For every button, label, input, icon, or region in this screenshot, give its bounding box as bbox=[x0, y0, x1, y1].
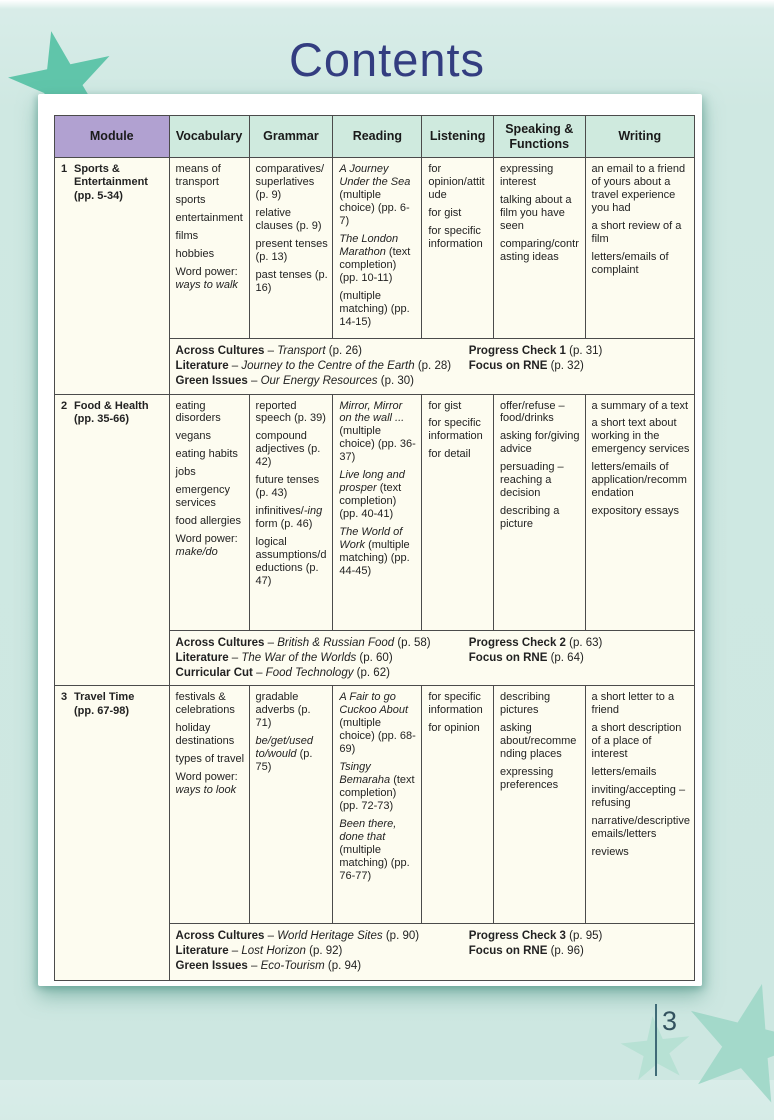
column-header-reading: Reading bbox=[333, 116, 422, 158]
reading-cell: Mirror, Mirror on the wall ... (multiple choice) (pp. 36-37) Live long and prosper (text completion) (pp. 40-41) The World of Work (multiple matching) (pp. 44-45) bbox=[333, 394, 422, 630]
column-header-speaking-functions: Speaking & Functions bbox=[494, 116, 586, 158]
column-header-vocabulary: Vocabulary bbox=[169, 116, 249, 158]
module-number: 1 bbox=[61, 163, 68, 175]
contents-table bbox=[54, 115, 695, 981]
footer-sections: Across Cultures – World Heritage Sites (p. 90) Literature – Lost Horizon (p. 92) Green Issues – Eco-Tourism (p. 94) bbox=[175, 930, 420, 973]
module-cell-3 bbox=[55, 686, 170, 981]
module-footer-strip bbox=[169, 339, 694, 395]
module-row-1 bbox=[55, 158, 695, 339]
reading-cell: A Fair to go Cuckoo About (multiple choice) (pp. 68-69) Tsingy Bemaraha (text completion) (pp. 72-73) Been there, done that (multiple matching) (pp. 76-77) bbox=[333, 686, 422, 924]
listening-cell: for opinion/attitude for gist for specific information bbox=[422, 158, 494, 339]
listening-cell: for gist for specific information for detail bbox=[422, 394, 494, 630]
speaking-cell: offer/refuse – food/drinks asking for/giving advice persuading – reaching a decision describing a picture bbox=[494, 394, 586, 630]
grammar-cell: comparatives/superlatives (p. 9) relative clauses (p. 9) present tenses (p. 13) past tenses (p. 16) bbox=[249, 158, 333, 339]
module-cell-1 bbox=[55, 158, 170, 395]
module-pages: (pp. 5-34) bbox=[74, 189, 123, 202]
page-top-edge bbox=[0, 0, 774, 9]
vocabulary-cell: eating disorders vegans eating habits jobs emergency services food allergies Word power: make/do bbox=[169, 394, 249, 630]
star-icon bbox=[669, 968, 774, 1120]
footer-sections: Across Cultures – British & Russian Food (p. 58) Literature – The War of the Worlds (p. 60) Curricular Cut – Food Technology (p. 62) bbox=[175, 636, 431, 679]
module-name: Travel Time bbox=[74, 691, 135, 704]
page-number: 3 bbox=[662, 1006, 678, 1036]
footer-sections: Across Cultures – Transport (p. 26) Literature – Journey to the Centre of the Earth (p. 28) Green Issues – Our Energy Resources (p. 30) bbox=[175, 345, 452, 388]
module-pages: (pp. 67-98) bbox=[74, 705, 130, 717]
listening-cell: for specific information for opinion bbox=[422, 686, 494, 924]
module-row-2 bbox=[55, 394, 695, 630]
vocabulary-cell: festivals & celebrations holiday destinations types of travel Word power: ways to look bbox=[169, 686, 249, 924]
table-header-row bbox=[55, 116, 695, 158]
module-name: Food & Health bbox=[74, 399, 149, 412]
speaking-cell: expressing interest talking about a film you have seen comparing/contrasting ideas bbox=[494, 158, 586, 339]
writing-cell: a summary of a text a short text about working in the emergency services letters/emails of application/recommendation expository essays bbox=[585, 394, 694, 630]
page-edge-line bbox=[655, 1004, 657, 1076]
grammar-cell: reported speech (p. 39) compound adjectives (p. 42) future tenses (p. 43) infinitives/-ing form (p. 46) logical assumptions/deductions (p. 47) bbox=[249, 394, 333, 630]
footer-progress: Progress Check 1 (p. 31) Focus on RNE (p. 32) bbox=[468, 345, 603, 373]
column-header-module: Module bbox=[55, 116, 170, 158]
module-footer-strip bbox=[169, 924, 694, 981]
vocabulary-cell: means of transport sports entertainment films hobbies Word power: ways to walk bbox=[169, 158, 249, 339]
module-name: Sports & Entertainment bbox=[74, 163, 148, 188]
column-header-listening: Listening bbox=[422, 116, 494, 158]
module-row-3 bbox=[55, 686, 695, 924]
module-pages: (pp. 35-66) bbox=[74, 413, 130, 426]
column-header-grammar: Grammar bbox=[249, 116, 333, 158]
speaking-cell: describing pictures asking about/recommending places expressing preferences bbox=[494, 686, 586, 924]
writing-cell: a short letter to a friend a short description of a place of interest letters/emails inviting/accepting – refusing narrative/descriptive emails/letters reviews bbox=[585, 686, 694, 924]
reading-cell: A Journey Under the Sea (multiple choice) (pp. 6-7) The London Marathon (text completion) (pp. 10-11) (multiple matching) (pp. 14-15) bbox=[333, 158, 422, 339]
module-number: 3 bbox=[61, 691, 68, 704]
grammar-cell: gradable adverbs (p. 71) be/get/used to/would (p. 75) bbox=[249, 686, 333, 924]
footer-progress: Progress Check 2 (p. 63) Focus on RNE (p. 64) bbox=[468, 636, 603, 664]
page-title: Contents bbox=[288, 33, 486, 86]
footer-progress: Progress Check 3 (p. 95) Focus on RNE (p. 96) bbox=[468, 930, 603, 958]
module-cell-2 bbox=[55, 394, 170, 686]
module-number: 2 bbox=[61, 399, 68, 412]
module-footer-strip bbox=[169, 630, 694, 686]
writing-cell: an email to a friend of yours about a travel experience you had a short review of a film letters/emails of complaint bbox=[585, 158, 694, 339]
column-header-writing: Writing bbox=[585, 116, 694, 158]
